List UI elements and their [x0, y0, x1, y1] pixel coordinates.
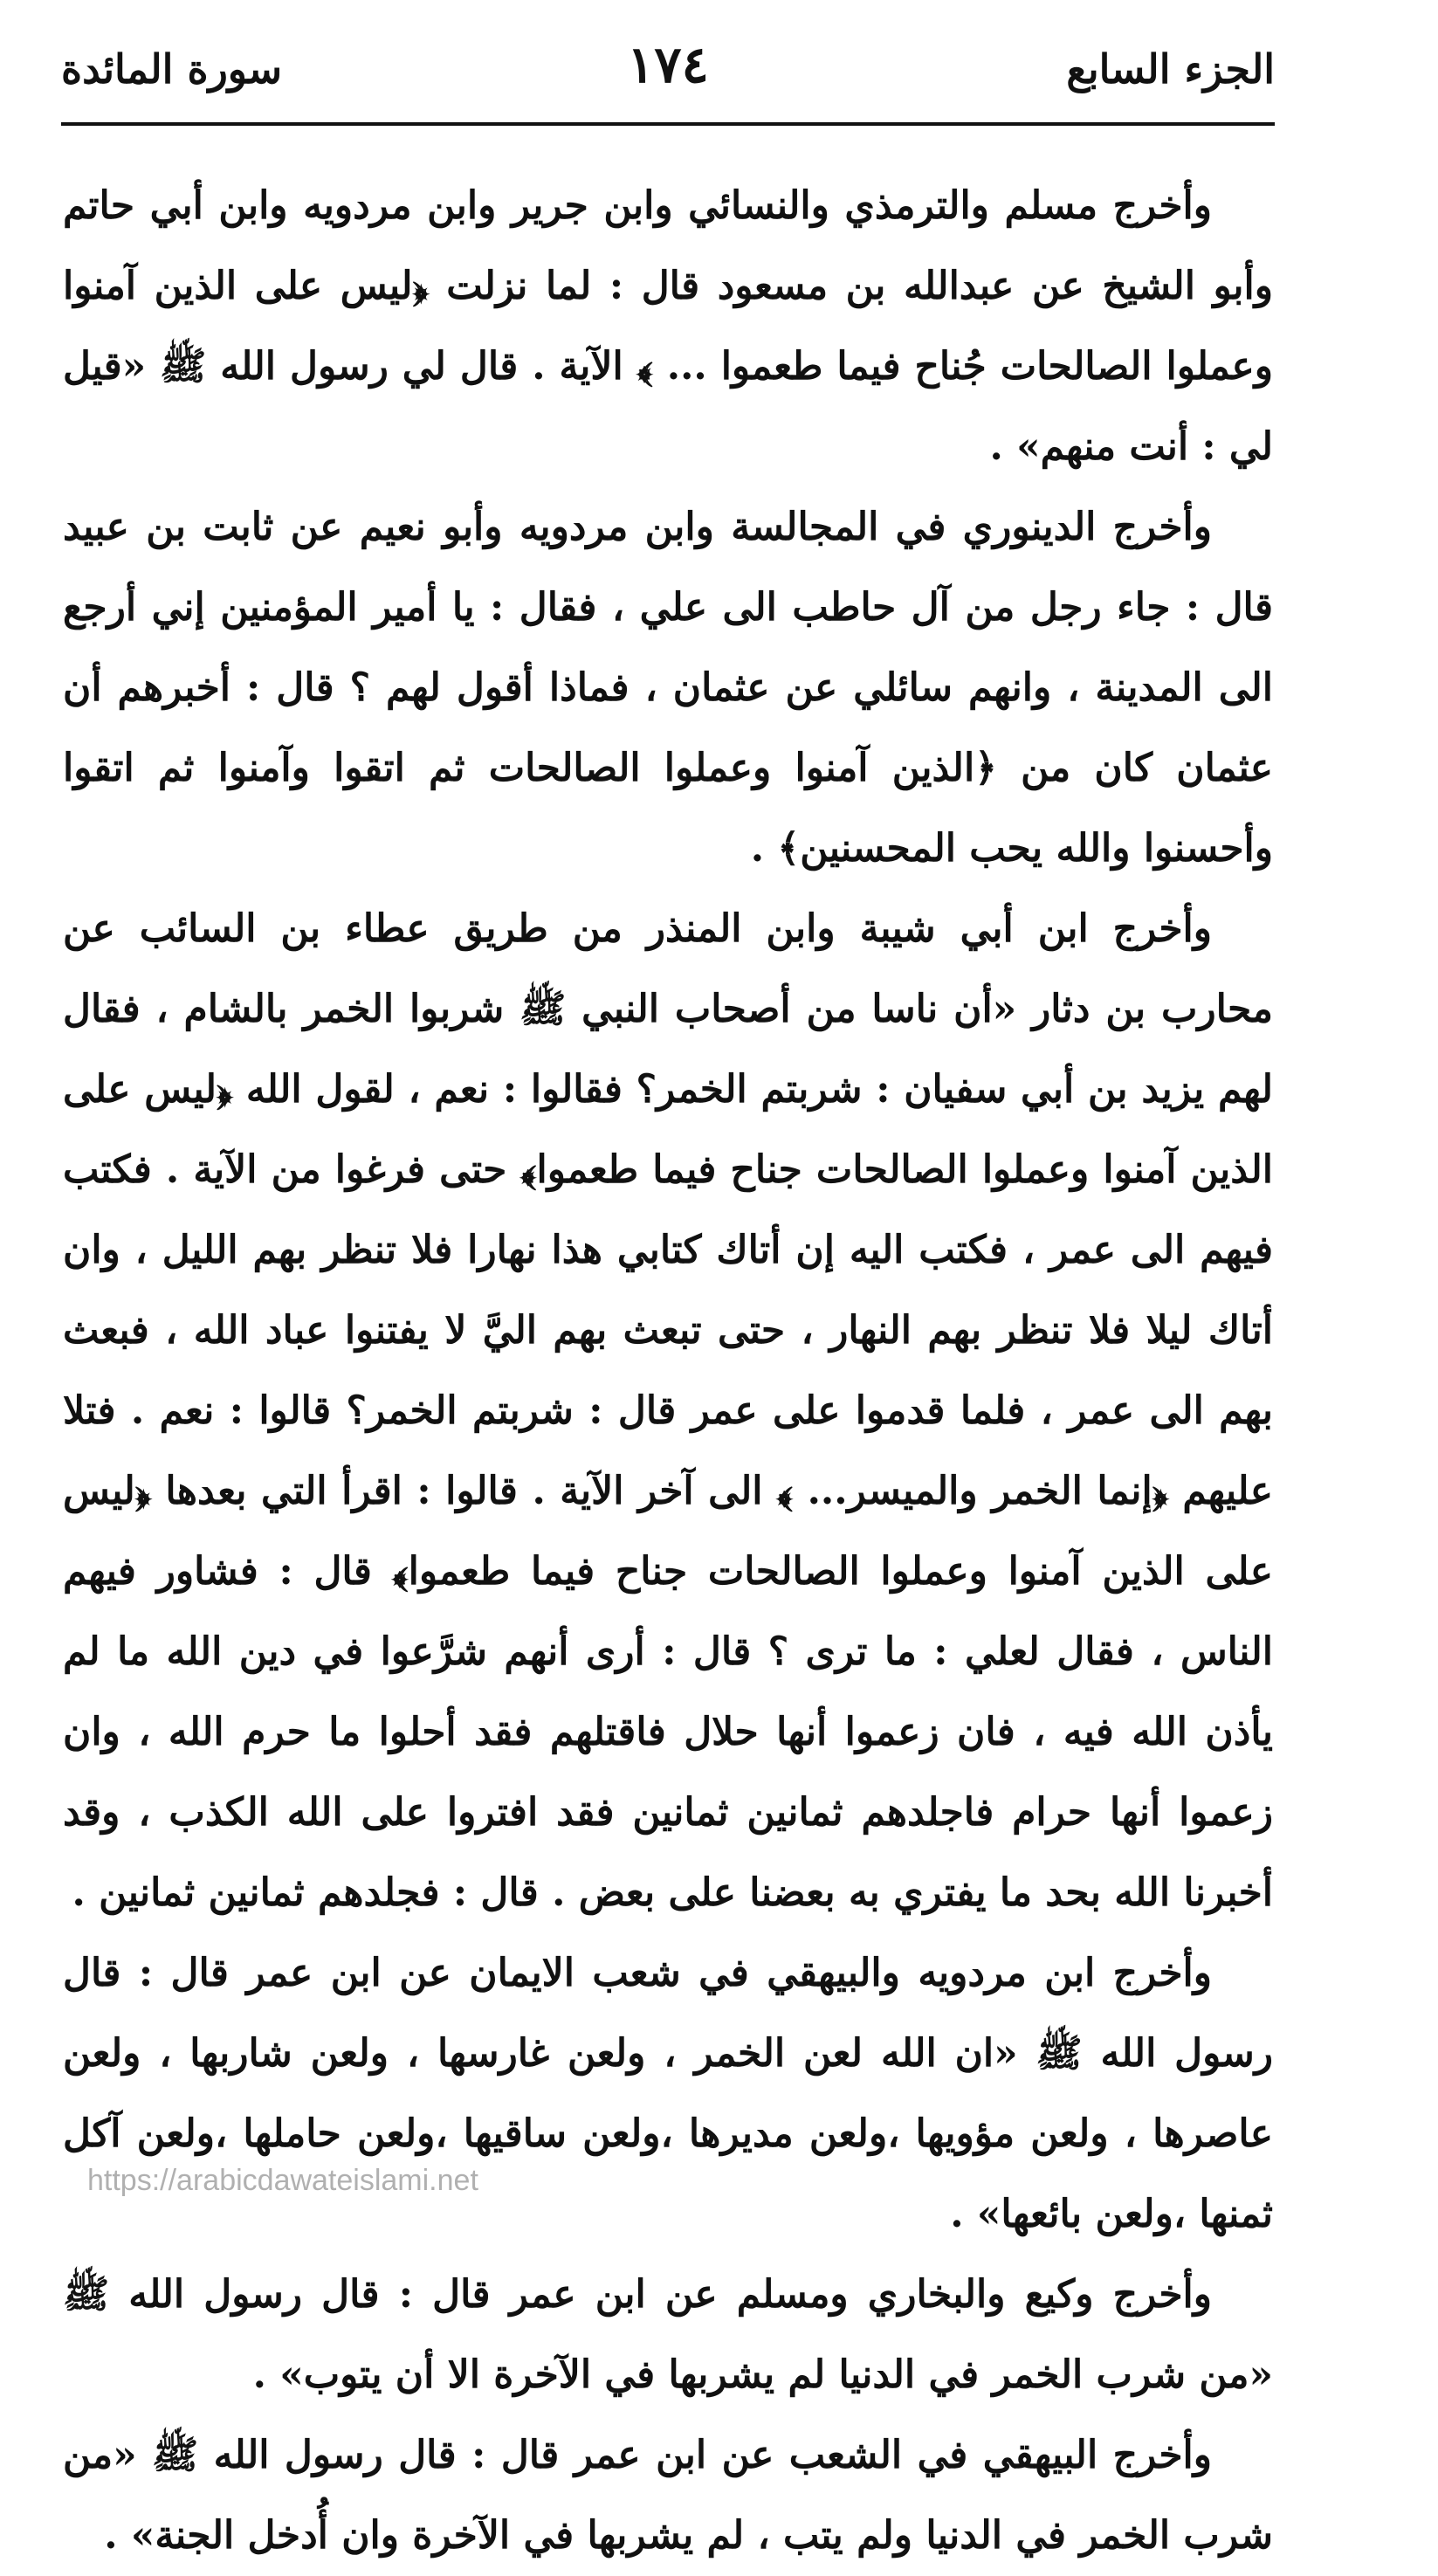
paragraph: وأخرج الدينوري في المجالسة وابن مردويه وأبو نعيم عن ثابت بن عبيد قال : جاء رجل من آل حاطب الى علي ، فقال : يا أمير المؤمنين إني أرجع الى المدينة ، وانهم سائلي عن عثمان ، فماذا أقول لهم ؟ قال : أخبرهم أن عثمان كان من ﴿الذين آمنوا وعملوا الصالحات ثم اتقوا وآمنوا ثم اتقوا وأحسنوا والله يحب المحسنين﴾ .: [63, 505, 1273, 871]
header-divider: [61, 122, 1275, 126]
paragraph: وأخرج ابن أبي شيبة وابن المنذر من طريق عطاء بن السائب عن محارب بن دثار «أن ناسا من أصحاب النبي ﷺ شربوا الخمر بالشام ، فقال لهم يزيد بن أبي سفيان : شربتم الخمر؟ فقالوا : نعم ، لقول الله ﴿ليس على الذين آمنوا وعملوا الصالحات جناح فيما طعموا﴾ حتى فرغوا من الآية . فكتب فيهم الى عمر ، فكتب اليه إن أتاك كتابي هذا نهارا فلا تنظر بهم الليل ، وان أتاك ليلا فلا تنظر بهم النهار ، حتى تبعث بهم اليَّ لا يفتنوا عباد الله ، فبعث بهم الى عمر ، فلما قدموا على عمر قال : شربتم الخمر؟ قالوا : نعم . فتلا عليهم ﴿إنما الخمر والميسر... ﴾ الى آخر الآية . قالوا : اقرأ التي بعدها ﴿ليس على الذين آمنوا وعملوا الصالحات جناح فيما طعموا﴾ قال : فشاور فيهم الناس ، فقال لعلي : ما ترى ؟ قال : أرى أنهم شرَّعوا في دين الله ما لم يأذن الله فيه ، فان زعموا أنها حلال فاقتلهم فقد أحلوا ما حرم الله ، وان زعموا أنها حرام فاجلدهم ثمانين ثمانين فقد افتروا على الله الكذب ، وقد أخبرنا الله بحد ما يفتري به بعضنا على بعض . قال : فجلدهم ثمانين ثمانين .: [63, 906, 1273, 1915]
volume-label: الجزء السابع: [1066, 45, 1275, 93]
surah-label: سورة المائدة: [61, 45, 283, 93]
paragraph: وأخرج مسلم والترمذي والنسائي وابن جرير وابن مردويه وابن أبي حاتم وأبو الشيخ عن عبدالله بن مسعود قال : لما نزلت ﴿ليس على الذين آمنوا وعملوا الصالحات جُناح فيما طعموا ... ﴾ الآية . قال لي رسول الله ﷺ «قيل لي : أنت منهم» .: [63, 183, 1273, 469]
page-header: [61, 35, 1275, 114]
page-number: ١٧٤: [627, 35, 709, 94]
watermark-url: https://arabicdawateislami.net: [87, 2164, 478, 2197]
paragraph: وأخرج البيهقي في الشعب عن ابن عمر قال : قال رسول الله ﷺ «من شرب الخمر في الدنيا ولم يتب ، لم يشربها في الآخرة وان أُدخل الجنة» .: [63, 2433, 1273, 2558]
page-body: [63, 166, 1273, 2576]
paragraph: وأخرج ابن مردويه والبيهقي في شعب الايمان عن ابن عمر قال : قال رسول الله ﷺ «ان الله لعن الخمر ، ولعن غارسها ، ولعن شاربها ، ولعن عاصرها ، ولعن مؤويها ،ولعن مديرها ،ولعن ساقيها ،ولعن حاملها ،ولعن آكل ثمنها ،ولعن بائعها» .: [63, 1951, 1273, 2236]
paragraph: وأخرج وكيع والبخاري ومسلم عن ابن عمر قال : قال رسول الله ﷺ «من شرب الخمر في الدنيا لم يشربها في الآخرة الا أن يتوب» .: [63, 2272, 1273, 2397]
